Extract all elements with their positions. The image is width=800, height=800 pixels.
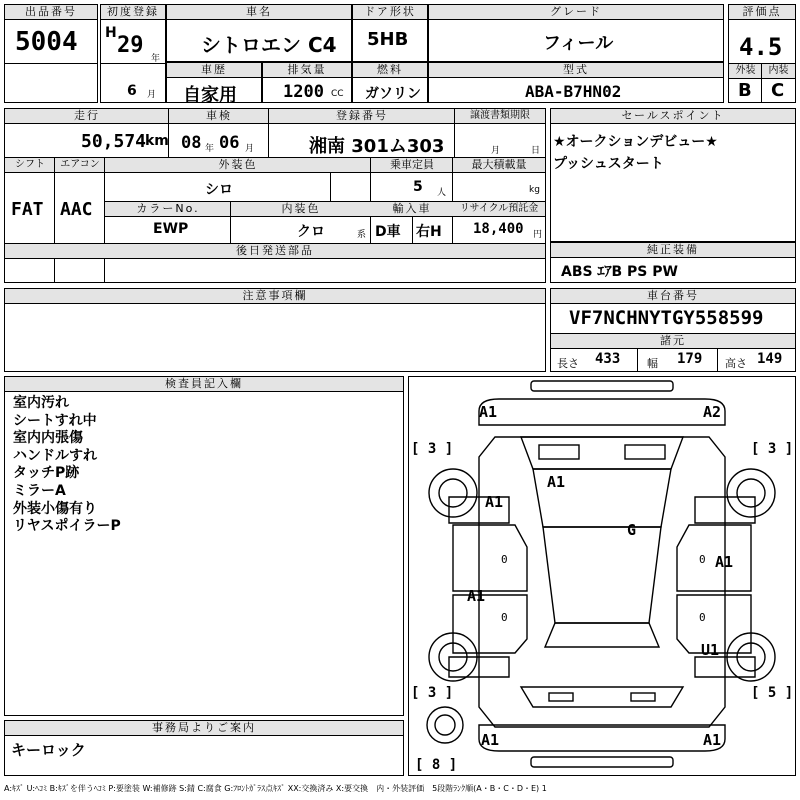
door-cell bbox=[352, 4, 428, 62]
height-value: 149 bbox=[757, 351, 783, 367]
int-color-value: クロ bbox=[297, 224, 325, 240]
inspection-year-unit: 年 bbox=[205, 144, 215, 154]
transfer-label: 譲渡書類期限 bbox=[455, 109, 545, 124]
later-parts-label: 後日発送部品 bbox=[5, 244, 545, 259]
tire-tread-mark: [ 5 ] bbox=[751, 685, 794, 701]
car-outline-diagram bbox=[409, 377, 795, 775]
displacement-cell bbox=[262, 62, 352, 103]
int-score-value: C bbox=[771, 80, 785, 101]
chassis-label: 車台番号 bbox=[551, 289, 795, 304]
office-label: 事務局よりご案内 bbox=[5, 721, 403, 736]
score-label: 評価点 bbox=[729, 5, 795, 20]
import-value: D車 bbox=[375, 224, 401, 240]
equipment-value: ABS ｴｱB PS PW bbox=[561, 264, 678, 280]
zero-mark: 0 bbox=[501, 611, 508, 624]
recycle-value: 18,400 bbox=[473, 221, 524, 237]
color-no-label: カラーNo. bbox=[105, 202, 231, 217]
inspector-label: 検査員記入欄 bbox=[5, 377, 403, 392]
notes-cell bbox=[4, 288, 546, 372]
fuel-value: ガソリン bbox=[365, 86, 421, 102]
damage-mark: A1 bbox=[547, 473, 566, 491]
length-value: 433 bbox=[595, 351, 621, 367]
first-reg-year: 29 bbox=[117, 33, 144, 58]
sales-point-line: プッシュスタート bbox=[553, 156, 664, 172]
notes-label: 注意事項欄 bbox=[5, 289, 545, 304]
inspection-label: 車検 bbox=[169, 109, 269, 124]
zero-mark: 0 bbox=[501, 553, 508, 566]
shift-label: シフト bbox=[5, 158, 55, 173]
height-label: 高さ bbox=[725, 357, 747, 370]
mileage-value: 50,574 bbox=[81, 131, 147, 152]
lot-number: 5004 bbox=[15, 27, 78, 57]
chassis-cell bbox=[550, 288, 796, 372]
tire-tread-mark: [ 3 ] bbox=[411, 685, 454, 701]
history-cell bbox=[166, 62, 262, 106]
score-value: 4.5 bbox=[739, 33, 783, 61]
ext-score-value: B bbox=[738, 80, 752, 101]
damage-mark: A1 bbox=[485, 493, 504, 511]
inspector-note: 室内汚れ bbox=[13, 395, 69, 411]
damage-mark: A1 bbox=[703, 731, 722, 749]
int-color-label: 内装色 bbox=[231, 202, 371, 217]
grade-value: フィール bbox=[543, 33, 614, 54]
shift-value: FAT bbox=[11, 199, 44, 220]
door-value: 5HB bbox=[367, 29, 409, 50]
recycle-label: リサイクル預託金 bbox=[453, 202, 545, 217]
sales-points-label: セールスポイント bbox=[551, 109, 795, 124]
inspection-year: 08 bbox=[181, 133, 202, 153]
inspector-note: ハンドルすれ bbox=[13, 447, 97, 464]
model-code-cell bbox=[428, 62, 724, 103]
ext-color-label: 外装色 bbox=[105, 158, 371, 173]
inspector-note: ミラーA bbox=[13, 482, 66, 499]
plate-label: 登録番号 bbox=[269, 109, 455, 124]
steering-value: 右H bbox=[416, 224, 442, 240]
aircon-label: エアコン bbox=[55, 158, 105, 173]
sales-point-line: ★オークションデビュー★ bbox=[553, 134, 718, 150]
damage-mark: A1 bbox=[481, 731, 500, 749]
width-value: 179 bbox=[677, 351, 703, 367]
first-reg-label: 初度登録 bbox=[101, 5, 165, 20]
damage-mark: G bbox=[627, 521, 637, 539]
length-label: 長さ bbox=[557, 357, 579, 370]
max-load-unit: kg bbox=[529, 185, 540, 195]
capacity-unit: 人 bbox=[437, 188, 447, 198]
first-reg-month: 6 bbox=[127, 83, 137, 99]
zero-mark: 0 bbox=[699, 553, 706, 566]
lot-cell bbox=[4, 4, 98, 103]
model-code-value: ABA-B7HN02 bbox=[525, 82, 622, 101]
fuel-cell bbox=[352, 62, 428, 103]
ext-color-value: シロ bbox=[205, 182, 233, 198]
displacement-value: 1200 bbox=[283, 82, 324, 102]
color-no-value: EWP bbox=[153, 221, 189, 237]
zero-mark: 0 bbox=[699, 611, 706, 624]
aircon-value: AAC bbox=[60, 199, 93, 220]
inspector-notes-list bbox=[13, 395, 121, 536]
car-name-label: 車名 bbox=[167, 5, 351, 20]
capacity-label: 乗車定員 bbox=[371, 158, 453, 173]
office-value: キーロック bbox=[11, 741, 86, 759]
legend-footer: A:ｷｽﾞ U:ﾍｺﾐ B:ｷｽﾞを伴うﾍｺﾐ P:要塗装 W:補修跡 S:錆 C:腐食 G:ﾌﾛﾝﾄｶﾞﾗｽ点ｷｽﾞ XX:交換済み X:要交換 内・外装評価 5段階ﾗﾝｸ順(A・B・C・D・E) 1 bbox=[4, 784, 547, 793]
office-notice-cell bbox=[4, 720, 404, 776]
equipment-cell bbox=[550, 242, 796, 283]
inspector-note: 外装小傷有り bbox=[13, 500, 97, 517]
car-name-value: シトロエン C4 bbox=[201, 33, 337, 57]
transfer-month-unit: 月 bbox=[491, 146, 501, 156]
grade-cell bbox=[428, 4, 724, 62]
first-reg-month-unit: 月 bbox=[147, 90, 157, 100]
max-load-label: 最大積載量 bbox=[453, 158, 545, 173]
model-code-label: 型式 bbox=[429, 63, 723, 78]
tire-tread-mark: [ 3 ] bbox=[411, 441, 454, 457]
history-label: 車歴 bbox=[167, 63, 261, 78]
door-label: ドア形状 bbox=[353, 5, 427, 20]
damage-diagram bbox=[408, 376, 796, 776]
chassis-value: VF7NCHNYTGY558599 bbox=[569, 307, 764, 329]
plate-value: 湘南 301ム303 bbox=[309, 136, 445, 157]
displacement-unit: CC bbox=[331, 89, 344, 99]
recycle-unit: 円 bbox=[533, 230, 543, 240]
damage-mark: A1 bbox=[467, 587, 486, 605]
dims-label: 諸元 bbox=[551, 334, 795, 349]
damage-mark: A1 bbox=[479, 403, 498, 421]
displacement-label: 排気量 bbox=[263, 63, 351, 78]
damage-mark: U1 bbox=[701, 641, 720, 659]
inspector-notes-cell bbox=[4, 376, 404, 716]
inspector-note: 室内内張傷 bbox=[13, 430, 83, 447]
inspector-note: タッチP跡 bbox=[13, 465, 80, 482]
fuel-label: 燃料 bbox=[353, 63, 427, 78]
width-label: 幅 bbox=[647, 357, 658, 370]
damage-mark: A2 bbox=[703, 403, 722, 421]
sales-points-cell bbox=[550, 108, 796, 242]
tire-tread-mark: [ 3 ] bbox=[751, 441, 794, 457]
damage-mark: A1 bbox=[715, 553, 734, 571]
mileage-unit: km bbox=[145, 133, 169, 149]
car-name-cell bbox=[166, 4, 352, 62]
inspection-month: 06 bbox=[219, 133, 240, 153]
grade-label: グレード bbox=[429, 5, 723, 20]
capacity-value: 5 bbox=[413, 179, 423, 195]
int-score-label: 内装 bbox=[762, 64, 795, 79]
first-reg-year-unit: 年 bbox=[151, 54, 161, 64]
first-reg-era: H bbox=[105, 25, 117, 41]
inspection-month-unit: 月 bbox=[245, 144, 255, 154]
lot-label: 出品番号 bbox=[5, 5, 97, 20]
inspector-note: リヤスポイラーP bbox=[13, 518, 121, 535]
mileage-label: 走行 bbox=[5, 109, 169, 124]
tire-tread-mark: [ 8 ] bbox=[415, 757, 458, 773]
transfer-day-unit: 日 bbox=[531, 146, 541, 156]
ext-score-label: 外装 bbox=[729, 64, 762, 79]
inspector-note: シートすれ中 bbox=[13, 412, 97, 429]
vehicle-info-block bbox=[4, 108, 546, 283]
int-color-unit: 系 bbox=[357, 230, 367, 240]
equipment-label: 純正装備 bbox=[551, 243, 795, 258]
first-reg-cell bbox=[100, 4, 166, 103]
score-cell bbox=[728, 4, 796, 103]
history-value: 自家用 bbox=[183, 85, 237, 106]
import-label: 輸入車 bbox=[371, 202, 453, 217]
